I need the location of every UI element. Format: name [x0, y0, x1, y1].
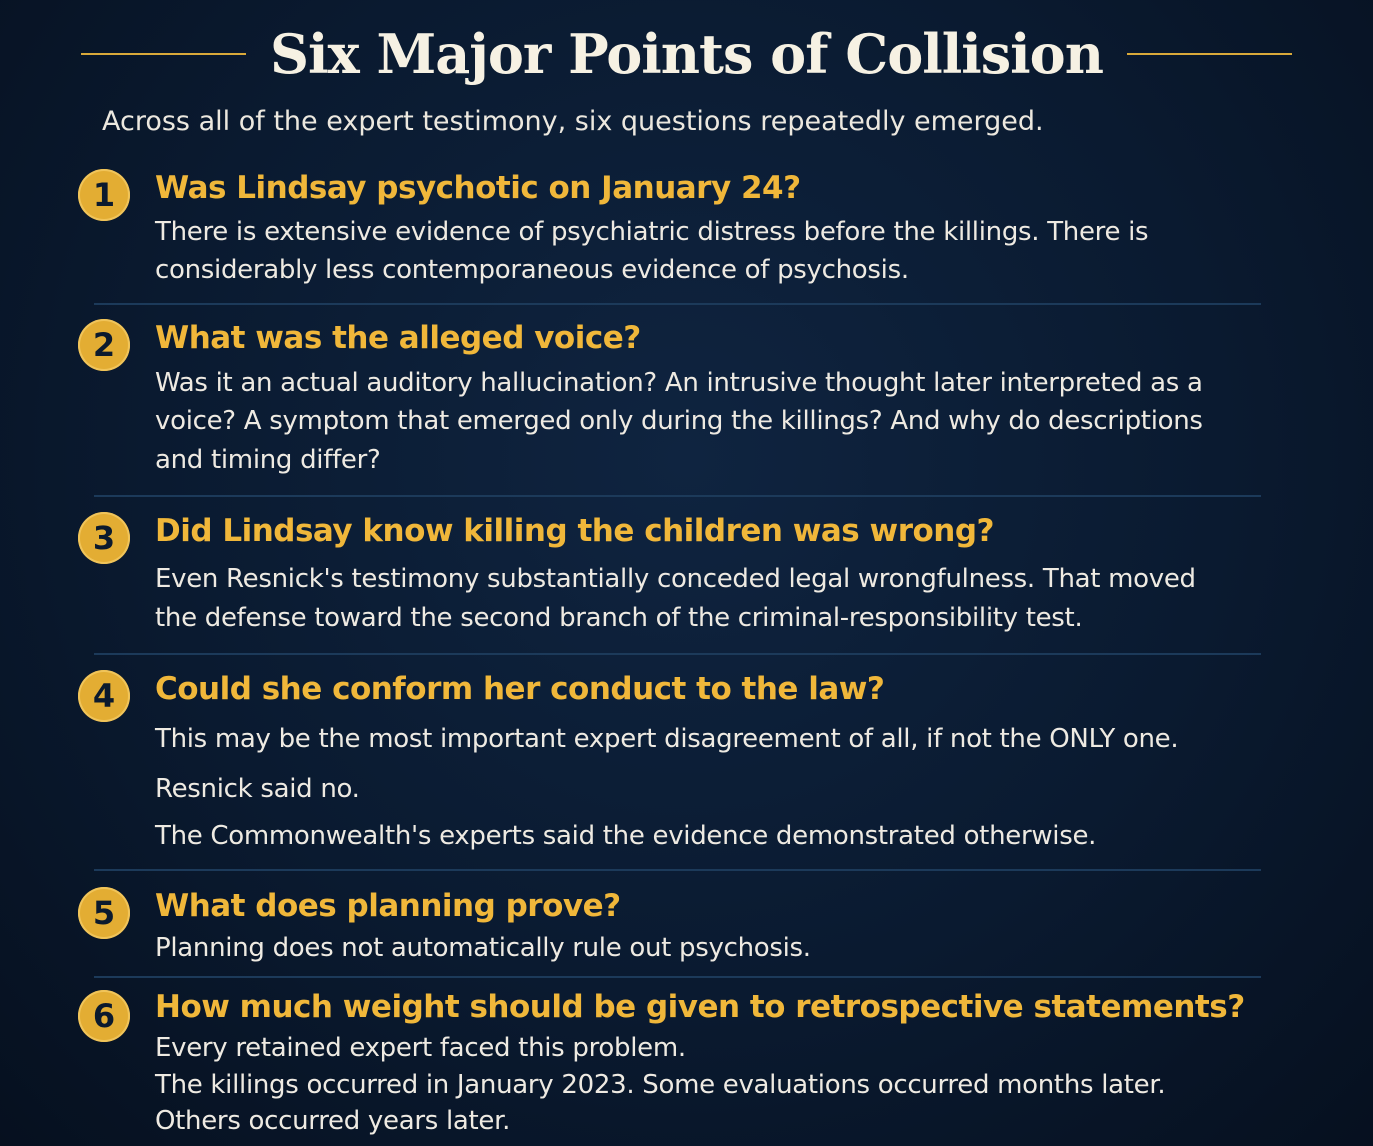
point-text: This may be the most important expert disagreement of all, if not the ONLY one.	[155, 724, 1179, 754]
point-text: Resnick said no.	[155, 774, 360, 804]
title-rule-left	[81, 53, 246, 55]
number-badge-3: 3	[78, 512, 130, 564]
point-text: voice? A symptom that emerged only during the killings? And why do descriptions	[155, 406, 1203, 436]
number-badge-4: 4	[78, 670, 130, 722]
number-badge-1: 1	[78, 169, 130, 221]
number-badge-6: 6	[78, 990, 130, 1042]
page-subtitle: Across all of the expert testimony, six questions repeatedly emerged.	[102, 106, 1044, 137]
point-text: There is extensive evidence of psychiatric distress before the killings. There is	[155, 217, 1149, 247]
point-text: The killings occurred in January 2023. Some evaluations occurred months later.	[155, 1070, 1166, 1100]
point-heading: How much weight should be given to retrospective statements?	[155, 989, 1245, 1025]
title-row	[0, 14, 1373, 94]
divider	[94, 495, 1261, 497]
point-text: Every retained expert faced this problem.	[155, 1033, 686, 1063]
point-heading: Could she conform her conduct to the law?	[155, 671, 885, 707]
number-badge-5: 5	[78, 887, 130, 939]
point-heading: Was Lindsay psychotic on January 24?	[155, 170, 801, 206]
point-heading: What was the alleged voice?	[155, 320, 641, 356]
point-text: The Commonwealth's experts said the evidence demonstrated otherwise.	[155, 821, 1097, 851]
point-text: the defense toward the second branch of the criminal-responsibility test.	[155, 603, 1083, 633]
point-text: and timing differ?	[155, 445, 381, 475]
page-title: Six Major Points of Collision	[270, 22, 1103, 86]
point-text: Planning does not automatically rule out psychosis.	[155, 933, 811, 963]
divider	[94, 653, 1261, 655]
point-text: Was it an actual auditory hallucination? An intrusive thought later interpreted as a	[155, 368, 1203, 398]
point-text: Others occurred years later.	[155, 1106, 511, 1136]
point-text: considerably less contemporaneous evidence of psychosis.	[155, 255, 909, 285]
point-text: Even Resnick's testimony substantially conceded legal wrongfulness. That moved	[155, 564, 1196, 594]
point-heading: Did Lindsay know killing the children was wrong?	[155, 513, 995, 549]
divider	[94, 976, 1261, 978]
title-rule-right	[1127, 53, 1292, 55]
divider	[94, 303, 1261, 305]
point-heading: What does planning prove?	[155, 888, 621, 924]
divider	[94, 869, 1261, 871]
number-badge-2: 2	[78, 319, 130, 371]
